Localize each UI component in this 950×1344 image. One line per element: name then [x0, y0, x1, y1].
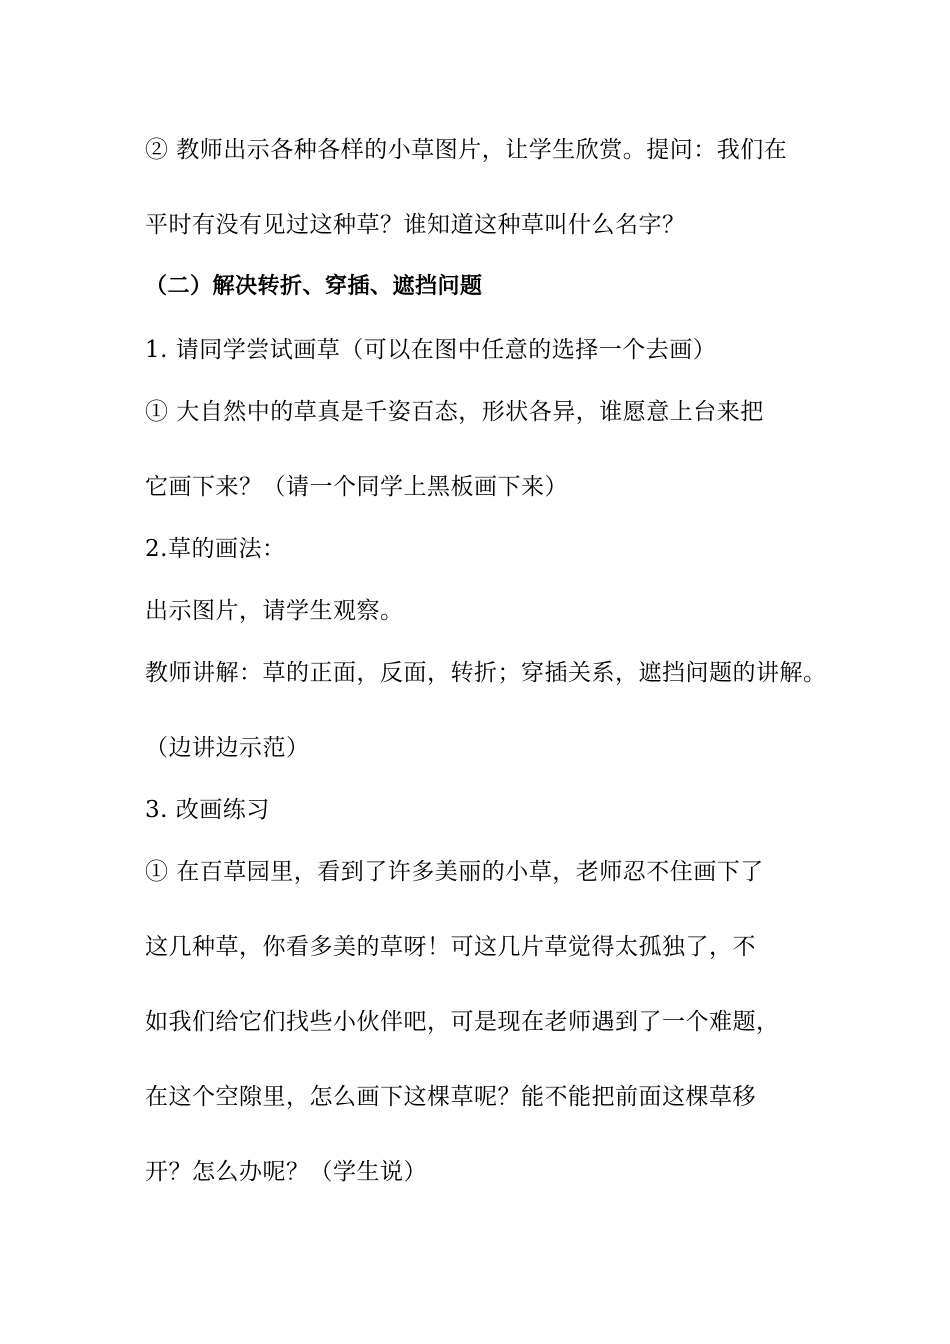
paragraph-line: 在这个空隙里，怎么画下这棵草呢？能不能把前面这棵草移 [145, 1084, 756, 1110]
paragraph-line: 出示图片，请学生观察。 [145, 598, 404, 624]
paragraph-line: 它画下来？（请一个同学上黑板画下来） [145, 474, 568, 500]
list-item: 3. 改画练习 [145, 797, 270, 823]
list-item: 1. 请同学尝试画草（可以在图中任意的选择一个去画） [145, 337, 717, 363]
paragraph-line: 教师讲解：草的正面，反面，转折；穿插关系，遮挡问题的讲解。 [145, 660, 827, 686]
paragraph-line: ② 教师出示各种各样的小草图片，让学生欣赏。提问：我们在 [145, 137, 788, 163]
list-item: 2.草的画法： [145, 536, 286, 562]
paragraph-line: 平时有没有见过这种草？谁知道这种草叫什么名字？ [145, 212, 686, 238]
paragraph-line: ① 大自然中的草真是千姿百态，形状各异，谁愿意上台来把 [145, 399, 764, 425]
paragraph-line: 开？怎么办呢？（学生说） [145, 1159, 427, 1185]
section-heading: （二）解决转折、穿插、遮挡问题 [145, 274, 483, 299]
paragraph-line: （边讲边示范） [145, 735, 310, 761]
paragraph-line: 这几种草，你看多美的草呀！可这几片草觉得太孤独了，不 [145, 934, 756, 960]
paragraph-line: 如我们给它们找些小伙伴吧，可是现在老师遇到了一个难题， [145, 1009, 780, 1035]
paragraph-line: ① 在百草园里，看到了许多美丽的小草，老师忍不住画下了 [145, 859, 764, 885]
